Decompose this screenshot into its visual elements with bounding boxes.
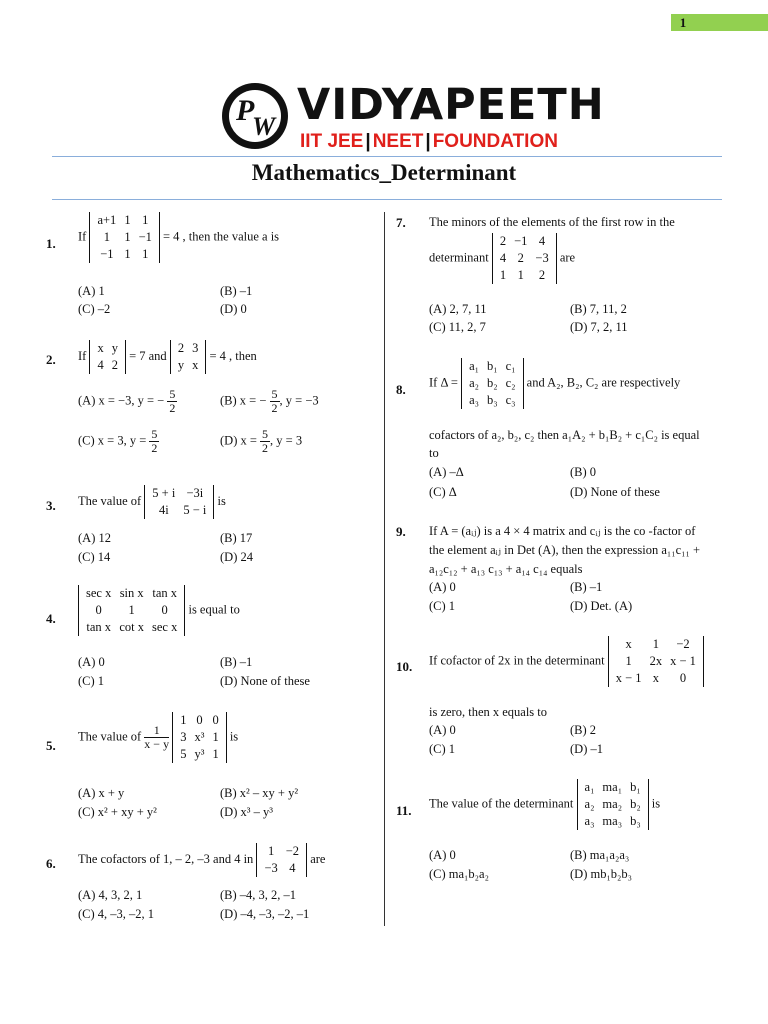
option-c: (C) ma₁b₂a₂	[429, 867, 489, 881]
question-3	[78, 485, 226, 519]
question-number: 3.	[46, 498, 56, 513]
numerator: 5	[169, 387, 176, 401]
det-cell: b₁	[487, 359, 498, 373]
det-cell: 1	[517, 268, 524, 282]
tag-separator: |	[365, 131, 371, 152]
det-cell: 1	[212, 730, 219, 744]
option-b: (B) 0	[570, 465, 597, 479]
q5-pre: The value of	[78, 729, 142, 744]
det-cell: −3	[535, 251, 549, 265]
q7-post: are	[559, 250, 576, 265]
question-2	[78, 340, 257, 374]
page-title: Mathematics_Determinant	[251, 160, 517, 185]
q3-determinant	[144, 485, 214, 519]
det-cell: tan x	[86, 620, 111, 634]
question-11	[429, 779, 660, 830]
question-1	[78, 212, 279, 263]
det-cell: sec x	[86, 586, 112, 600]
header-rule-bottom	[52, 199, 722, 200]
option-b: (B) 2	[570, 723, 597, 737]
option-a-text: (A) x = −3, y = −	[78, 393, 165, 408]
q10-pre: If cofactor of 2x in the determinant	[429, 653, 605, 668]
q10-line2: is zero, then x equals to	[429, 705, 548, 719]
question-number: 1.	[46, 236, 56, 251]
fraction	[149, 428, 159, 455]
det-cell: x	[652, 671, 659, 685]
det-cell: x	[192, 358, 199, 372]
denominator: 2	[271, 401, 278, 415]
det-cell: b₁	[630, 780, 641, 794]
det-cell: 0	[196, 713, 203, 727]
det-cell: −2	[285, 844, 300, 858]
det-cell: 4	[97, 358, 104, 372]
brand-tagline	[300, 131, 558, 153]
question-6	[78, 843, 325, 877]
option-a: (A) 0	[78, 655, 105, 669]
option-c: (C) 14	[78, 550, 111, 564]
det-cell: −2	[676, 637, 690, 651]
option-a: (A) 0	[429, 580, 456, 594]
det-cell: x	[97, 341, 104, 355]
option-d: (D) 0	[220, 302, 247, 316]
denominator: x − y	[144, 737, 170, 751]
option-b: (B) 7, 11, 2	[570, 302, 627, 316]
numerator: 5	[262, 427, 269, 441]
det-cell: a₁	[584, 780, 595, 794]
option-c: (C) 1	[78, 674, 105, 688]
det-cell: −1	[100, 247, 114, 261]
tag-separator: |	[425, 131, 431, 152]
q7-determinant	[492, 233, 557, 284]
question-10	[429, 636, 704, 687]
brand-name: VIDYAPEETH	[297, 80, 605, 130]
det-cell: a₂	[469, 376, 480, 390]
option-d: (D) None of these	[570, 485, 660, 499]
option-a: (A) 0	[429, 723, 456, 737]
det-cell: 0	[212, 713, 219, 727]
det-cell: c₂	[505, 376, 516, 390]
det-cell: 5 − i	[183, 503, 207, 517]
det-cell: 4i	[158, 503, 169, 517]
det-cell: 2x	[649, 654, 663, 668]
q8-determinant	[461, 358, 523, 409]
det-cell: 1	[128, 603, 135, 617]
q6-pre: The cofactors of 1, – 2, –3 and 4 in	[78, 851, 254, 866]
option-d: (D) –4, –3, –2, –1	[220, 907, 310, 921]
logo-letter-w: W	[252, 112, 276, 141]
fraction	[270, 388, 280, 415]
q5-determinant	[172, 712, 227, 763]
det-cell: sec x	[152, 620, 178, 634]
q8-line2: cofactors of a₂, b₂, c₂ then a₁A₂ + b₁B₂ + c₁C₂ is equal	[429, 428, 700, 442]
det-cell: x − 1	[670, 654, 696, 668]
det-cell: 1	[142, 213, 149, 227]
q2-determinant-1	[89, 340, 126, 374]
det-cell: 2	[111, 358, 118, 372]
option-c: (C) 4, –3, –2, 1	[78, 907, 155, 921]
fraction	[260, 428, 270, 455]
option-a: (A) –Δ	[429, 465, 464, 479]
det-cell: 2	[177, 341, 185, 355]
det-cell: b₂	[630, 797, 641, 811]
det-cell: tan x	[152, 586, 177, 600]
question-number: 11.	[396, 803, 412, 818]
denominator: 2	[262, 441, 269, 455]
det-cell: 4	[499, 251, 507, 265]
question-number: 9.	[396, 524, 406, 539]
q11-pre: The value of the determinant	[429, 796, 574, 811]
question-7	[429, 233, 575, 284]
det-cell: y	[111, 341, 118, 355]
q11-post: is	[651, 796, 661, 811]
question-number: 7.	[396, 215, 406, 230]
det-cell: −1	[138, 230, 152, 244]
option-d: (D) x³ – y³	[220, 805, 273, 819]
option-d: (D) –1	[570, 742, 603, 756]
det-cell: 3	[192, 341, 199, 355]
numerator: 5	[271, 387, 278, 401]
det-cell: 0	[161, 603, 168, 617]
question-number: 4.	[46, 611, 56, 626]
det-cell: y³	[194, 747, 205, 761]
det-cell: a₁	[469, 359, 480, 373]
question-number: 6.	[46, 856, 56, 871]
det-cell: 2	[499, 234, 507, 248]
option-d-post: , y = 3	[270, 433, 303, 448]
question-number: 8.	[396, 382, 406, 397]
q2-pre: If	[78, 348, 87, 363]
det-cell: 3	[180, 730, 187, 744]
option-d: (D) mb₁b₂b₃	[570, 867, 633, 881]
denominator: 2	[169, 401, 176, 415]
option-b: (B) –1	[220, 655, 253, 669]
q4-post: is equal to	[188, 602, 240, 617]
det-cell: 5 + i	[152, 486, 176, 500]
q3-pre: The value of	[78, 493, 142, 508]
det-cell: 1	[625, 654, 632, 668]
q9-line3: a₁₂c₁₂ + a₁₃ c₁₃ + a₁₄ c₁₄ equals	[429, 562, 583, 576]
option-a	[78, 388, 177, 415]
option-a: (A) 0	[429, 848, 456, 862]
option-b	[220, 388, 319, 415]
fraction	[167, 388, 177, 415]
option-d	[220, 428, 302, 455]
question-5	[78, 712, 238, 763]
det-cell: ma₃	[602, 814, 623, 828]
det-cell: 1	[124, 213, 131, 227]
option-a: (A) 2, 7, 11	[429, 302, 487, 316]
page-number: 1	[679, 15, 687, 30]
q8-line3: to	[429, 446, 439, 460]
logo-letter-p: P	[236, 94, 255, 127]
q4-determinant	[78, 585, 185, 636]
det-cell: cot x	[119, 620, 144, 634]
det-cell: b₃	[487, 393, 498, 407]
det-cell: b₂	[487, 376, 498, 390]
option-a: (A) 4, 3, 2, 1	[78, 888, 143, 902]
q7-pre: determinant	[429, 250, 489, 265]
option-b: (B) –1	[220, 284, 253, 298]
numerator: 5	[151, 427, 158, 441]
denominator: 2	[151, 441, 158, 455]
q6-post: are	[310, 851, 326, 866]
det-cell: 1	[124, 247, 131, 261]
option-b-text: (B) x = −	[220, 393, 267, 408]
q6-determinant	[256, 843, 307, 877]
option-d: (D) 24	[220, 550, 253, 564]
det-cell: 1	[499, 268, 507, 282]
option-c: (C) 1	[429, 742, 456, 756]
numerator: 1	[144, 724, 169, 738]
option-a: (A) 12	[78, 531, 111, 545]
det-cell: 2	[517, 251, 524, 265]
det-cell: b₃	[630, 814, 641, 828]
det-cell: 1	[652, 637, 659, 651]
det-cell: x − 1	[615, 671, 642, 685]
det-cell: y	[177, 358, 185, 372]
option-c: (C) x² + xy + y²	[78, 805, 157, 819]
tag-foundation: FOUNDATION	[432, 131, 558, 152]
option-b: (B) –1	[570, 580, 603, 594]
option-a: (A) x + y	[78, 786, 125, 800]
det-cell: a₃	[584, 814, 595, 828]
option-d: (D) None of these	[220, 674, 310, 688]
q2-mid2: = 4 , then	[209, 348, 257, 363]
option-d: (D) Det. (A)	[570, 599, 633, 613]
option-b: (B) –4, 3, 2, –1	[220, 888, 297, 902]
det-cell: ma₁	[602, 780, 623, 794]
option-b: (B) 17	[220, 531, 253, 545]
header-rule-top	[52, 156, 722, 157]
question-number: 5.	[46, 738, 56, 753]
question-4	[78, 585, 240, 636]
det-cell: ma₂	[602, 797, 623, 811]
q11-determinant	[577, 779, 649, 830]
option-d-text: (D) x =	[220, 433, 257, 448]
q9-line2: the element aᵢⱼ in Det (A), then the expression a₁₁c₁₁ +	[429, 543, 701, 557]
det-cell: 4	[538, 234, 546, 248]
det-cell: 4	[289, 861, 296, 875]
det-cell: a₃	[469, 393, 480, 407]
tag-neet: NEET	[372, 131, 424, 152]
det-cell: −3i	[186, 486, 204, 500]
option-c: (C) 11, 2, 7	[429, 320, 486, 334]
det-cell: 1	[103, 230, 110, 244]
det-cell: x³	[194, 730, 205, 744]
det-cell: 1	[212, 747, 219, 761]
det-cell: x	[625, 637, 632, 651]
q7-line1: The minors of the elements of the first row in the	[429, 215, 675, 229]
det-cell: 0	[679, 671, 687, 685]
q1-pre: If	[78, 229, 87, 244]
question-number: 10.	[396, 659, 413, 674]
option-c: (C) 1	[429, 599, 456, 613]
q2-determinant-2	[170, 340, 207, 374]
det-cell: 2	[538, 268, 546, 282]
option-b: (B) ma₁a₂a₃	[570, 848, 630, 862]
det-cell: 1	[180, 713, 187, 727]
det-cell: 1	[267, 844, 275, 858]
fraction	[144, 724, 169, 751]
det-cell: c₁	[505, 359, 516, 373]
det-cell: c₃	[505, 393, 516, 407]
det-cell: 5	[180, 747, 187, 761]
det-cell: 1	[142, 247, 149, 261]
option-c: (C) Δ	[429, 485, 457, 499]
det-cell: sin x	[119, 586, 144, 600]
det-cell: 1	[124, 230, 131, 244]
question-number: 2.	[46, 352, 56, 367]
option-a: (A) 1	[78, 284, 105, 298]
det-cell: −1	[514, 234, 528, 248]
column-divider	[384, 212, 385, 926]
option-b-post: , y = −3	[279, 393, 319, 408]
det-cell: a₂	[584, 797, 595, 811]
q8-pre: If Δ =	[429, 375, 458, 390]
option-c-text: (C) x = 3, y =	[78, 433, 147, 448]
q1-post: = 4 , then the value a is	[163, 229, 280, 244]
q9-line1: If A = (aᵢⱼ) is a 4 × 4 matrix and cᵢⱼ is the co -factor of	[429, 524, 696, 538]
q10-determinant	[608, 636, 704, 687]
option-c	[78, 428, 159, 455]
q1-determinant	[89, 212, 159, 263]
q3-post: is	[217, 493, 226, 508]
question-8	[429, 358, 680, 409]
q8-post: and A₂, B₂, C₂ are respectively	[526, 375, 681, 390]
det-cell: 0	[95, 603, 102, 617]
option-c: (C) –2	[78, 302, 111, 316]
det-cell: a+1	[97, 213, 117, 227]
option-b: (B) x² – xy + y²	[220, 786, 299, 800]
q5-post: is	[229, 729, 239, 744]
det-cell: −3	[264, 861, 278, 875]
tag-iit: IIT JEE	[300, 131, 364, 152]
q2-mid1: = 7 and	[129, 348, 167, 363]
option-d: (D) 7, 2, 11	[570, 320, 628, 334]
